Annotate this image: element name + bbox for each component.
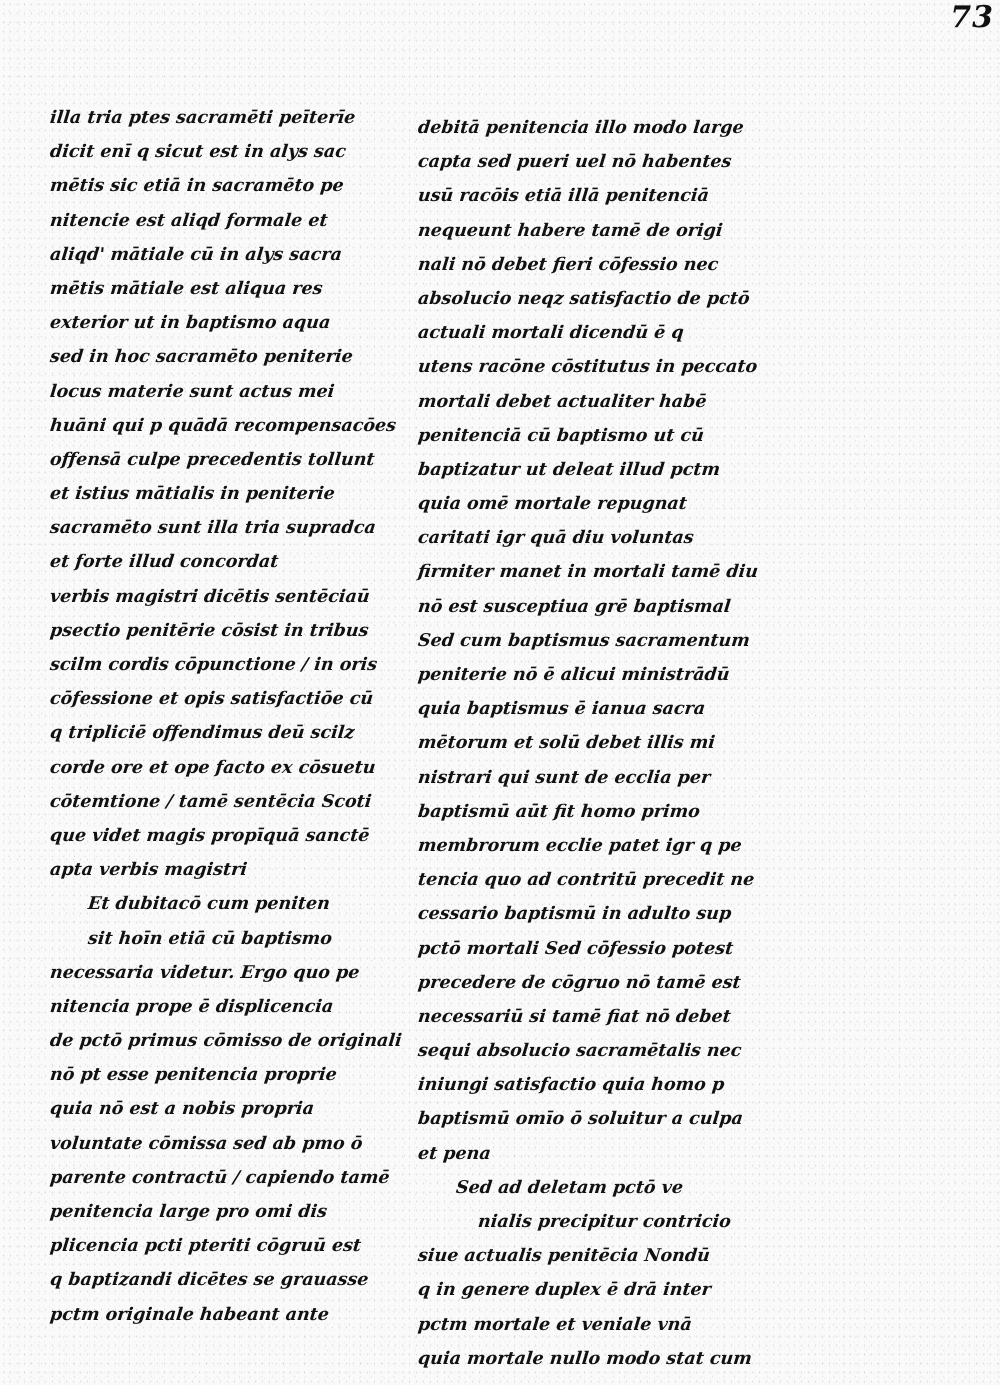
text-line: pctō mortali Sed cōfessio potest	[416, 938, 735, 959]
text-line: nali nō debet fieri cōfessio nec	[416, 254, 720, 275]
text-line: parente contractū / capiendo tamē	[48, 1167, 391, 1188]
text-line: Et dubitacō cum peniten	[86, 894, 331, 915]
text-line: Sed cum baptismus sacramentum	[416, 630, 751, 651]
text-line: sacramēto sunt illa tria supradca	[48, 518, 377, 539]
text-line: locus materie sunt actus mei	[48, 381, 336, 402]
text-line: dicit enī q sicut est in alys sac	[48, 142, 347, 163]
text-line: sit hoīn etiā cū baptismo	[86, 928, 333, 949]
text-line: cōtemtione / tamē sentēcia Scoti	[48, 791, 373, 812]
text-line: psectio penitērie cōsist in tribus	[48, 620, 370, 641]
text-line: debitā penitencia illo modo large	[416, 118, 745, 138]
text-line: caritati igr quā diu voluntas	[416, 528, 695, 549]
text-line: corde ore et ope facto ex cōsuetu	[48, 757, 377, 778]
text-line: sequi absolucio sacramētalis nec	[416, 1041, 743, 1062]
text-line: aliqd' mātiale cū in alys sacra	[48, 244, 343, 265]
text-line: huāni qui p quādā recompensacōes	[48, 415, 398, 436]
text-line: cessario baptismū in adulto sup	[416, 904, 733, 925]
text-line: capta sed pueri uel nō habentes	[416, 152, 733, 173]
text-line: apta verbis magistri	[48, 860, 249, 881]
text-line: membrorum ecclie patet igr q pe	[416, 835, 743, 856]
text-line: de pctō primus cōmisso de originali	[48, 1031, 403, 1052]
text-line: quia mortale nullo modo stat cum	[416, 1348, 753, 1369]
left-text-column	[48, 101, 403, 1332]
text-line: nialis precipitur contricio	[476, 1212, 732, 1232]
text-line: nitencia prope ē displicencia	[48, 996, 335, 1017]
text-line: iniungi satisfactio quia homo p	[416, 1075, 726, 1096]
text-line: sed in hoc sacramēto peniterie	[48, 347, 354, 368]
text-line: usū racōis etiā illā penitenciā	[416, 186, 710, 207]
text-line: absolucio neqz satisfactio de pctō	[416, 288, 751, 309]
text-line: que videt magis propīquā sanctē	[48, 825, 371, 846]
text-line: plicencia pcti pteriti cōgruū est	[48, 1236, 363, 1257]
text-line: actuali mortali dicendū ē q	[416, 323, 685, 344]
text-line: et forte illud concordat	[48, 552, 280, 573]
text-line: scilm cordis cōpunctione / in oris	[48, 655, 379, 675]
text-line: nequeunt habere tamē de origi	[416, 220, 724, 241]
text-line: pctm mortale et veniale vnā	[416, 1314, 693, 1335]
text-line: quia baptismus ē ianua sacra	[416, 699, 707, 720]
text-line: verbis magistri dicētis sentēciaū	[48, 586, 371, 607]
text-line: quia nō est a nobis propria	[48, 1099, 315, 1120]
text-line: quia omē mortale repugnat	[416, 494, 688, 515]
text-line: q baptizandi dicētes se grauasse	[48, 1270, 370, 1291]
text-line: mētis mātiale est aliqua res	[48, 278, 324, 299]
text-line: precedere de cōgruo nō tamē est	[416, 972, 742, 993]
text-line: tencia quo ad contritū precedit ne	[416, 870, 756, 891]
text-line: mortali debet actualiter habē	[416, 391, 708, 412]
text-line: Sed ad deletam pctō ve	[454, 1177, 685, 1198]
text-line: voluntate cōmissa sed ab pmo ō	[48, 1133, 364, 1154]
text-line: baptizatur ut deleat illud pctm	[416, 459, 722, 480]
text-line: mētis sic etiā in sacramēto pe	[48, 176, 345, 197]
text-line: peniterie nō ē alicui ministrādū	[416, 665, 731, 685]
right-text-column	[416, 111, 760, 1376]
text-line: baptismū aūt fit homo primo	[416, 801, 701, 822]
text-line: et pena	[416, 1143, 492, 1164]
text-line: illa tria ptes sacramēti peīterīe	[48, 108, 357, 128]
text-line: nitencie est aliqd formale et	[48, 210, 329, 231]
text-line: necessaria videtur. Ergo quo pe	[48, 962, 361, 983]
text-line: penitenciā cū baptismo ut cū	[416, 425, 705, 446]
text-line: offensā culpe precedentis tollunt	[48, 449, 376, 470]
folio-number: 73	[950, 0, 994, 35]
text-line: pctm originale habeant ante	[48, 1304, 330, 1325]
text-line: baptismū omīo ō soluitur a culpa	[416, 1109, 744, 1130]
text-line: mētorum et solū debet illis mi	[416, 733, 716, 754]
text-line: nō est susceptiua grē baptismal	[416, 596, 732, 617]
text-line: q in genere duplex ē drā inter	[416, 1280, 712, 1301]
text-line: cōfessione et opis satisfactiōe cū	[48, 689, 375, 710]
text-line: nō pt esse penitencia proprie	[48, 1065, 338, 1086]
text-line: firmiter manet in mortali tamē diu	[416, 562, 760, 583]
text-line: exterior ut in baptismo aqua	[48, 313, 332, 334]
text-line: necessariū si tamē fiat nō debet	[416, 1006, 732, 1027]
text-line: penitencia large pro omi dis	[48, 1202, 329, 1222]
text-line: nistrari qui sunt de ecclia per	[416, 767, 712, 788]
text-line: utens racōne cōstitutus in peccato	[416, 357, 759, 378]
text-line: siue actualis penitēcia Nondū	[416, 1246, 711, 1267]
text-line: et istius mātialis in peniterie	[48, 484, 336, 505]
text-line: q tripliciē offendimus deū scilz	[48, 723, 356, 744]
